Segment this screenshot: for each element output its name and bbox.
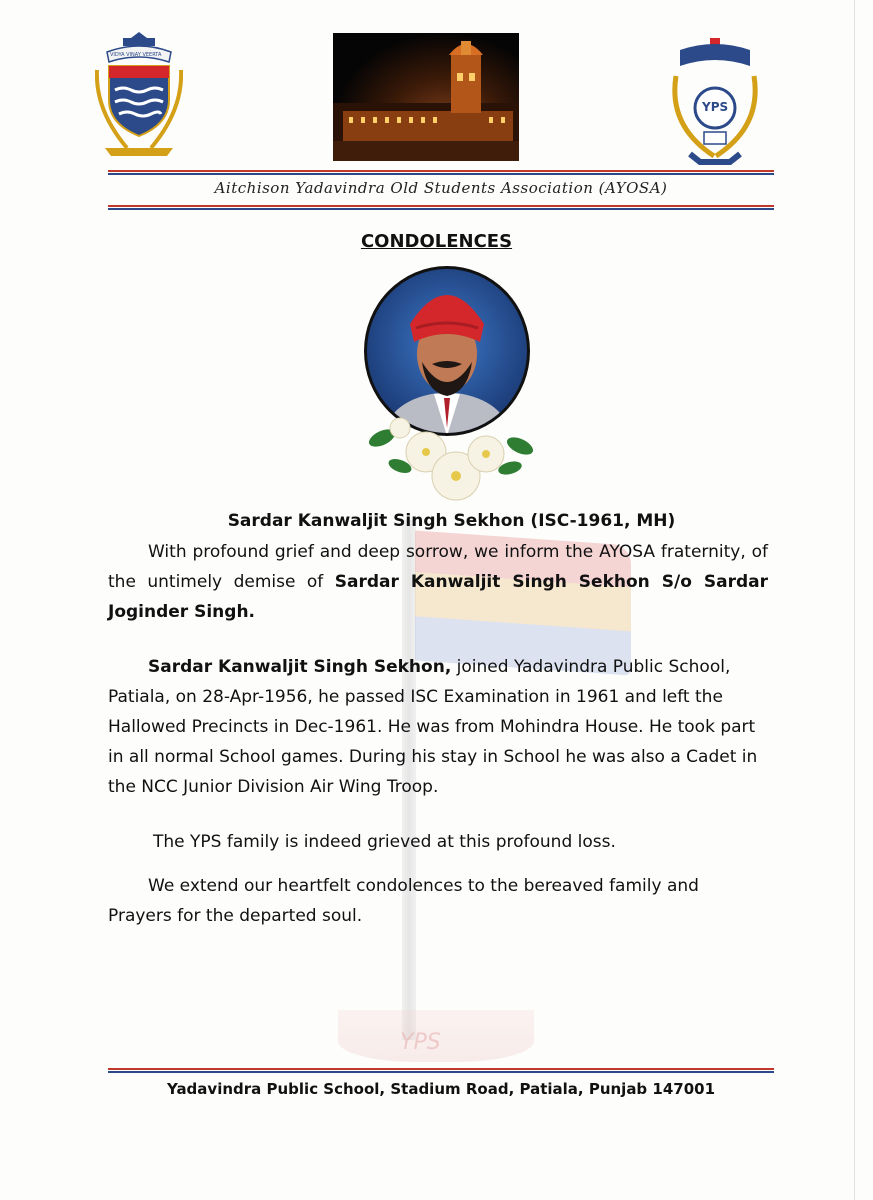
footer-address: Yadavindra Public School, Stadium Road, Patiala, Punjab 147001 bbox=[166, 1080, 716, 1098]
school-building-night-photo bbox=[333, 33, 519, 161]
footer-rule bbox=[108, 1068, 774, 1073]
flower-garland bbox=[360, 412, 540, 504]
paragraph-grief: The YPS family is indeed grieved at this profound loss. bbox=[153, 832, 616, 852]
header-rule-top bbox=[108, 170, 774, 175]
deceased-name-heading: Sardar Kanwaljit Singh Sekhon (ISC-1961, MH) bbox=[227, 511, 676, 531]
page-edge bbox=[854, 0, 855, 1200]
association-name-banner: Aitchison Yadavindra Old Students Association (AYOSA) bbox=[214, 179, 668, 197]
page-title: CONDOLENCES bbox=[360, 231, 513, 252]
header-rule-bottom bbox=[108, 205, 774, 210]
paragraph-announcement bbox=[108, 537, 768, 627]
condolences-text: We extend our heartfelt condolences to the bereaved family and Prayers for the departed soul. bbox=[108, 876, 699, 926]
announcement-text: With profound grief and deep sorrow, we inform the AYOSA fraternity, of the untimely demise of bbox=[108, 542, 768, 592]
paragraph-condolences bbox=[108, 871, 768, 931]
paragraph-biography bbox=[108, 652, 768, 802]
watermark-text: YPS bbox=[400, 1030, 441, 1055]
portrait-photo bbox=[362, 266, 532, 436]
right-logo-text: YPS bbox=[702, 100, 729, 114]
biography-name: Sardar Kanwaljit Singh Sekhon, bbox=[148, 657, 452, 677]
biography-text: joined Yadavindra Public School, Patiala, on 28-Apr-1956, he passed ISC Examination in 1961 and left the Hallowed Precincts in Dec-1961. He was from Mohindra House. He took part in all normal School games. During his stay in School he was also a Cadet in the NCC Junior Division Air Wing Troop. bbox=[108, 657, 758, 797]
announcement-name: Sardar Kanwaljit Singh Sekhon S/o Sardar Joginder Singh. bbox=[108, 572, 768, 622]
aitchison-crest-logo bbox=[95, 30, 183, 160]
left-logo-motto: VIDYA VINAY VEERTA bbox=[110, 52, 162, 58]
